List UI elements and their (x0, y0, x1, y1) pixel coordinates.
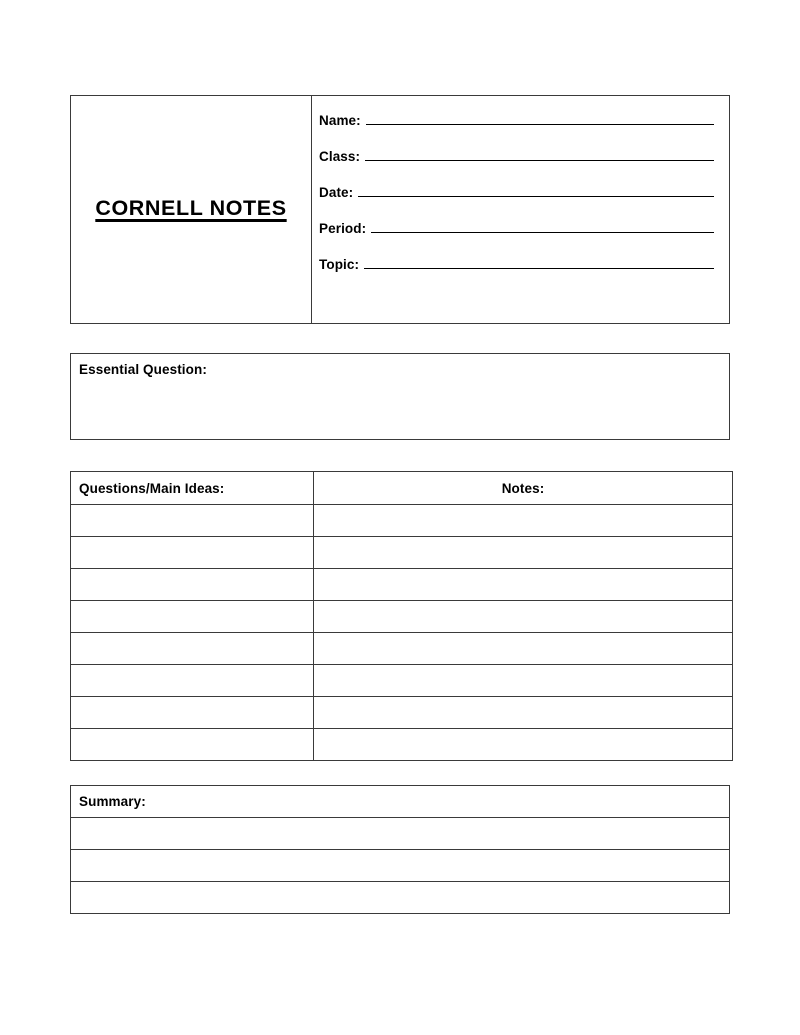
summary-label: Summary: (79, 794, 146, 809)
field-row-class (319, 149, 714, 164)
question-cell[interactable] (71, 697, 314, 729)
note-cell[interactable] (314, 537, 733, 569)
field-row-topic (319, 257, 714, 272)
table-row (71, 633, 733, 665)
question-cell[interactable] (71, 537, 314, 569)
question-cell[interactable] (71, 665, 314, 697)
period-field-label: Period: (319, 221, 367, 236)
question-cell[interactable] (71, 729, 314, 761)
field-row-date (319, 185, 714, 200)
topic-field-label: Topic: (319, 257, 360, 272)
list-item (71, 882, 730, 914)
period-field-input[interactable] (371, 221, 714, 233)
note-cell[interactable] (314, 569, 733, 601)
table-row (71, 537, 733, 569)
question-cell[interactable] (71, 633, 314, 665)
note-cell[interactable] (314, 505, 733, 537)
questions-column-header (71, 472, 314, 505)
date-field-input[interactable] (358, 185, 714, 197)
notes-grid (70, 471, 733, 761)
summary-header-row (71, 786, 730, 818)
table-row (71, 697, 733, 729)
question-cell[interactable] (71, 569, 314, 601)
summary-header-cell (71, 786, 730, 818)
table-row (71, 729, 733, 761)
notes-table (70, 471, 730, 751)
list-item (71, 818, 730, 850)
table-row (71, 665, 733, 697)
summary-line-cell[interactable] (71, 818, 730, 850)
class-field-input[interactable] (365, 149, 714, 161)
name-field-label: Name: (319, 113, 361, 128)
header-fields (312, 96, 729, 323)
note-cell[interactable] (314, 729, 733, 761)
questions-column-label: Questions/Main Ideas: (79, 480, 225, 496)
summary-line-cell[interactable] (71, 882, 730, 914)
note-cell[interactable] (314, 601, 733, 633)
note-cell[interactable] (314, 697, 733, 729)
list-item (71, 850, 730, 882)
note-cell[interactable] (314, 665, 733, 697)
name-field-input[interactable] (366, 113, 714, 125)
table-row (71, 601, 733, 633)
field-row-period (319, 221, 714, 236)
notes-header-row (71, 472, 733, 505)
table-row (71, 505, 733, 537)
title-cell (71, 96, 312, 323)
notes-column-label: Notes: (501, 480, 545, 496)
summary-grid (70, 785, 730, 914)
table-row (71, 569, 733, 601)
summary-line-cell[interactable] (71, 850, 730, 882)
question-cell[interactable] (71, 505, 314, 537)
field-row-name (319, 113, 714, 128)
note-cell[interactable] (314, 633, 733, 665)
notes-column-header (314, 472, 733, 505)
notes-grid-body (71, 472, 733, 761)
page-title: CORNELL NOTES (95, 196, 287, 220)
date-field-label: Date: (319, 185, 354, 200)
class-field-label: Class: (319, 149, 361, 164)
summary-grid-body (71, 786, 730, 914)
summary-box (70, 785, 730, 914)
question-cell[interactable] (71, 601, 314, 633)
header-block (70, 95, 730, 324)
topic-field-input[interactable] (364, 257, 714, 269)
essential-question-label: Essential Question: (79, 362, 207, 377)
essential-question-box[interactable] (70, 353, 730, 440)
